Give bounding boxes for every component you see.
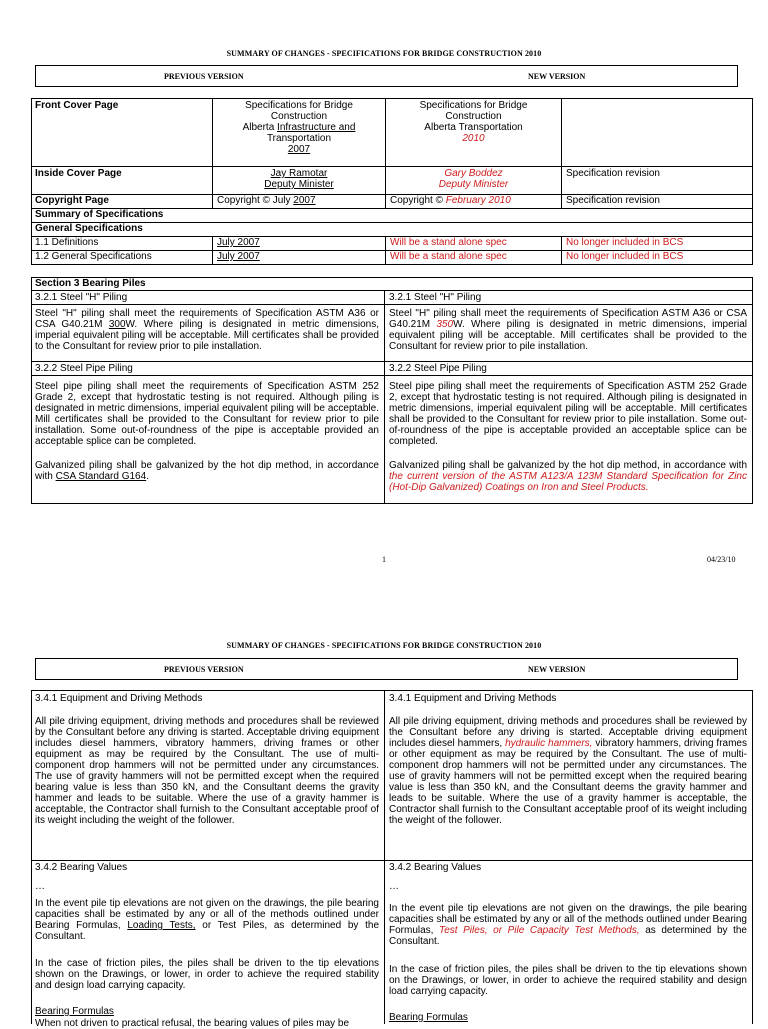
- bearing-formulas-prev: Bearing Formulas: [35, 1006, 114, 1017]
- bearing-heading-new: 3.4.2 Bearing Values: [389, 862, 482, 873]
- doc-title: SUMMARY OF CHANGES - SPECIFICATIONS FOR BRIDGE CONSTRUCTION 2010: [226, 49, 542, 58]
- version-header: [35, 65, 738, 87]
- bearing-new-p2: In the case of friction piles, the piles shall be driven to the tip elevations shown on the Drawings, or lower, in order to achieve the required stability and design load carrying capacity.: [389, 964, 747, 997]
- equipment-new-text: All pile driving equipment, driving methods and procedures shall be reviewed by the Consultant before any driving is started. Acceptable driving equipment includes diesel hammers, hydraulic hammers, vibratory hammers, driving frames or other equipment as may be required by the Consultant. The use of multi-component drop hammers will not be permitted under any circumstances. The use of gravity hammers will not be permitted except when the required bearing value is less than 350 kN, and the Consultant deems the gravity hammer and leads to be suitable. Where the use of a gravity hammer is acceptable, the Contractor shall furnish to the Consultant acceptable proof of its weight including the weight of the follower.: [389, 716, 747, 826]
- steel-h-heading-new: 3.2.1 Steel "H" Piling: [389, 292, 482, 303]
- bearing-prev-p2: In the case of friction piles, the piles shall be driven to the tip elevations shown on the Drawings, or lower, in order to achieve the required stability and design load carrying capacity.: [35, 958, 379, 991]
- previous-version-label: PREVIOUS VERSION: [164, 72, 244, 81]
- steel-pipe-prev-p1: Steel pipe piling shall meet the requirements of Specification ASTM 252 Grade 2, except that hydrostatic testing is not required. Although piling is designated in metric dimensions, imperial equivalent piling will be acceptable. Mill certificates shall be provided to the Consultant for review prior to pile installation. Some out-of-roundness of the pipe is acceptable provided an acceptable splice can be completed.: [35, 381, 379, 447]
- general-specs-note: No longer included in BCS: [566, 251, 684, 262]
- definitions-new: Will be a stand alone spec: [390, 237, 507, 248]
- equipment-heading-prev: 3.4.1 Equipment and Driving Methods: [35, 693, 203, 704]
- general-specs-new: Will be a stand alone spec: [390, 251, 507, 262]
- equipment-prev-text: All pile driving equipment, driving methods and procedures shall be reviewed by the Consultant before any driving is started. Acceptable driving equipment includes diesel hammers, vibratory hammers, driving frames or other equipment as may be required by the Consultant. The use of multi-component drop hammers will not be permitted under any circumstances. The use of gravity hammers will not be permitted except when the required bearing value is less than 350 kN, and the Consultant deems the gravity hammer and leads to be suitable. Where the use of a gravity hammer is acceptable, the Contractor shall furnish to the Consultant acceptable proof of its weight including the weight of the follower.: [35, 716, 379, 826]
- steel-h-heading-prev: 3.2.1 Steel "H" Piling: [35, 292, 128, 303]
- steel-pipe-heading-new: 3.2.2 Steel Pipe Piling: [389, 363, 487, 374]
- steel-pipe-new-p2: Galvanized piling shall be galvanized by the hot dip method, in accordance with the current version of the ASTM A123/A 123M Standard Specification for Zinc (Hot-Dip Galvanized) Coatings on Iron and Steel Products.: [389, 460, 747, 493]
- inside-cover-prev: Jay Ramotar Deputy Minister: [264, 168, 334, 190]
- row-label-summary: Summary of Specifications: [35, 209, 164, 220]
- page-number: 1: [382, 555, 386, 564]
- row-label-copyright: Copyright Page: [35, 195, 109, 206]
- row-label-general-specs: 1.2 General Specifications: [35, 251, 152, 262]
- inside-cover-new: Gary Boddez Deputy Minister: [438, 168, 509, 190]
- front-cover-new: Specifications for Bridge Construction Alberta Transportation 2010: [419, 100, 528, 144]
- new-version-label: NEW VERSION: [528, 665, 586, 674]
- footer-date: 04/23/10: [707, 555, 736, 564]
- bearing-prev-p1: In the event pile tip elevations are not given on the drawings, the pile bearing capacities shall be estimated by any or all of the methods outlined under Bearing Formulas, Loading Tests, or Test Piles, as determined by the Consultant.: [35, 898, 379, 942]
- steel-h-prev-text: Steel "H" piling shall meet the requirements of Specification ASTM A36 or CSA G40.21M 300W. Where piling is designated in metric dimensions, imperial equivalent piling will be acceptable. Mill certificates shall be provided to the Consultant for review prior to pile installation.: [35, 308, 380, 352]
- new-version-label: NEW VERSION: [528, 72, 586, 81]
- ellipsis-prev: …: [35, 881, 45, 892]
- copyright-new: Copyright © February 2010: [390, 195, 511, 206]
- row-label-inside-cover: Inside Cover Page: [35, 168, 122, 179]
- bearing-heading-prev: 3.4.2 Bearing Values: [35, 862, 128, 873]
- copyright-note: Specification revision: [566, 195, 660, 206]
- doc-title-page2: SUMMARY OF CHANGES - SPECIFICATIONS FOR BRIDGE CONSTRUCTION 2010: [226, 641, 542, 650]
- previous-version-label: PREVIOUS VERSION: [164, 665, 244, 674]
- definitions-note: No longer included in BCS: [566, 237, 684, 248]
- bearing-new-p1: In the event pile tip elevations are not given on the drawings, the pile bearing capacities shall be estimated by any or all of the methods outlined under Bearing Formulas, Test Piles, or Pile Capacity Test Methods, as determined by the Consultant.: [389, 903, 747, 947]
- steel-pipe-heading-prev: 3.2.2 Steel Pipe Piling: [35, 363, 133, 374]
- definitions-prev: July 2007: [217, 237, 260, 248]
- steel-pipe-prev-p2: Galvanized piling shall be galvanized by the hot dip method, in accordance with CSA Standard G164.: [35, 460, 379, 482]
- row-label-front-cover: Front Cover Page: [35, 100, 119, 111]
- equipment-heading-new: 3.4.1 Equipment and Driving Methods: [389, 693, 557, 704]
- row-label-general: General Specifications: [35, 223, 143, 234]
- section3-heading: Section 3 Bearing Piles: [35, 278, 146, 289]
- copyright-prev: Copyright © July 2007: [217, 195, 316, 206]
- version-header-page2: [35, 658, 738, 680]
- steel-h-new-text: Steel "H" piling shall meet the requirements of Specification ASTM A36 or CSA G40.21M 350W. Where piling is designated in metric dimensions, imperial equivalent piling will be acceptable. Mill certificates shall be provided to the Consultant for review prior to pile installation.: [389, 308, 747, 352]
- bearing-formulas-new: Bearing Formulas: [389, 1012, 468, 1023]
- inside-cover-note: Specification revision: [566, 168, 660, 179]
- ellipsis-new: …: [389, 881, 399, 892]
- bearing-prev-cut: When not driven to practical refusal, the bearing values of piles may be: [35, 1018, 350, 1029]
- front-cover-prev: Specifications for Bridge Construction Alberta Infrastructure and Transportation 2007: [242, 100, 356, 155]
- steel-pipe-new-p1: Steel pipe piling shall meet the requirements of Specification ASTM 252 Grade 2, except that hydrostatic testing is not required. Although piling is designated in metric dimensions, imperial equivalent piling will be acceptable. Mill certificates shall be provided to the Consultant for review prior to pile installation. Some out-of-roundness of the pipe is acceptable provided an acceptable splice can be completed.: [389, 381, 747, 447]
- row-label-definitions: 1.1 Definitions: [35, 237, 99, 248]
- general-specs-prev: July 2007: [217, 251, 260, 262]
